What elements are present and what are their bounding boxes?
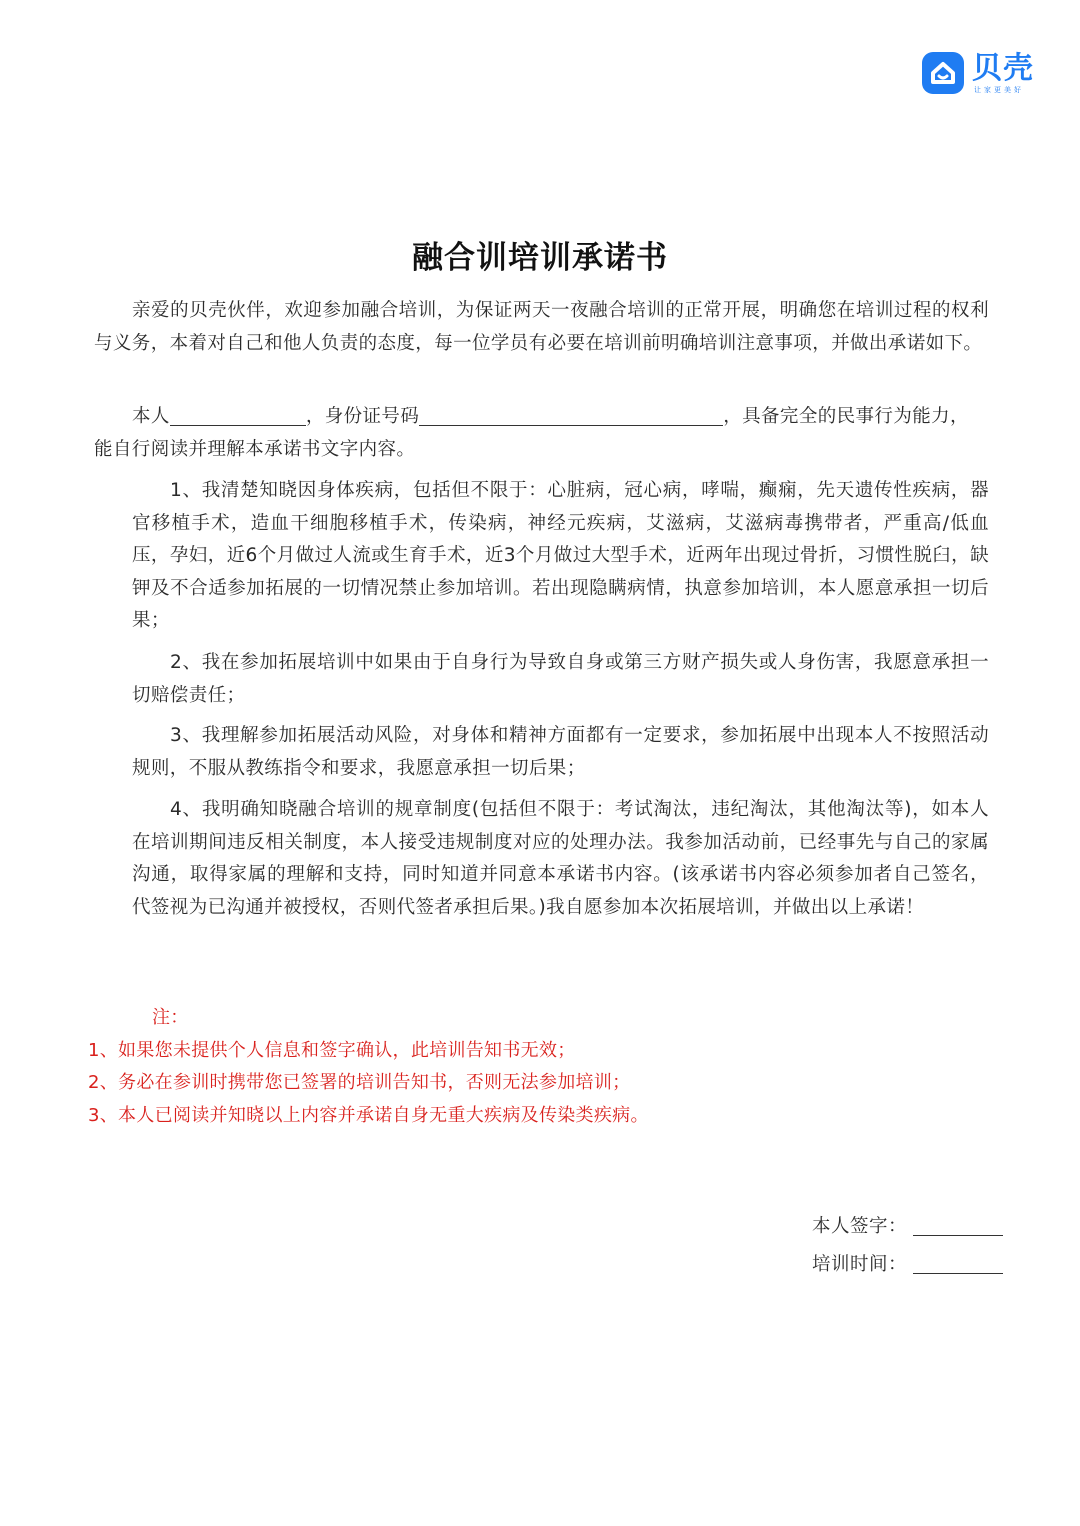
signature-block: [812, 1208, 1003, 1284]
logo-slogan: 让家更美好: [974, 86, 1024, 94]
house-icon: [922, 52, 964, 94]
name-blank[interactable]: [170, 403, 306, 426]
identity-line-2: 能自行阅读并理解本承诺书文字内容。: [94, 438, 416, 460]
id-label: ，身份证号码: [305, 406, 420, 427]
note-item-1: 1、如果您未提供个人信息和签字确认，此培训告知书无效；: [88, 1039, 576, 1061]
logo-brand-text: 贝壳: [972, 51, 1034, 86]
intro-paragraph: 亲爱的贝壳伙伴，欢迎参加融合培训，为保证两天一夜融合培训的正常开展，明确您在培训过程的权利与义务，本着对自己和他人负责的态度，每一位学员有必要在培训前明确培训注意事项，并做出承诺如下。: [94, 300, 989, 354]
identity-paragraph: [94, 401, 989, 466]
id-number-blank[interactable]: [419, 403, 723, 426]
clause-1: 1、我清楚知晓因身体疾病，包括但不限于：心脏病，冠心病，哮喘，癫痫，先天遗传性疾病，器官移植手术，造血干细胞移植手术，传染病，神经元疾病，艾滋病，艾滋病毒携带者，严重高/低血压，孕妇，近6个月做过人流或生育手术，近3个月做过大型手术，近两年出现过骨折，习惯性脱臼，缺钾及不合适参加拓展的一切情况禁止参加培训。若出现隐瞒病情，执意参加培训，本人愿意承担一切后果；: [132, 480, 989, 631]
training-date-row: [812, 1246, 1003, 1284]
document-title: 融合训培训承诺书: [412, 240, 668, 276]
clause-2: 2、我在参加拓展培训中如果由于自身行为导致自身或第三方财产损失或人身伤害，我愿意承担一切赔偿责任；: [132, 652, 989, 706]
capacity-text: ，具备完全的民事行为能力，: [723, 406, 969, 427]
signature-label: 本人签字：: [812, 1216, 908, 1237]
clause-3: 3、我理解参加拓展活动风险，对身体和精神方面都有一定要求，参加拓展中出现本人不按照活动规则，不服从教练指令和要求，我愿意承担一切后果；: [132, 725, 989, 779]
notes-title: 注：: [152, 1007, 189, 1028]
note-item-2: 2、务必在参训时携带您已签署的培训告知书，否则无法参加培训；: [88, 1072, 631, 1093]
notes-section: [88, 1002, 988, 1132]
training-date-label: 培训时间：: [812, 1254, 908, 1275]
brand-logo: [922, 52, 1042, 98]
name-label: 本人: [132, 406, 170, 427]
signature-blank[interactable]: [913, 1213, 1003, 1236]
identity-line: [94, 401, 989, 434]
clause-4: 4、我明确知晓融合培训的规章制度(包括但不限于：考试淘汰，违纪淘汰，其他淘汰等)，如本人在培训期间违反相关制度，本人接受违规制度对应的处理办法。我参加活动前，已经事先与自己的家属沟通，取得家属的理解和支持，同时知道并同意本承诺书内容。(该承诺书内容必须参加者自己签名，代签视为已沟通并被授权，否则代签者承担后果。)我自愿参加本次拓展培训，并做出以上承诺！: [132, 799, 989, 918]
training-date-blank[interactable]: [913, 1251, 1003, 1274]
signature-row: [812, 1208, 1003, 1246]
note-item-3: 3、本人已阅读并知晓以上内容并承诺自身无重大疾病及传染类疾病。: [88, 1104, 649, 1126]
